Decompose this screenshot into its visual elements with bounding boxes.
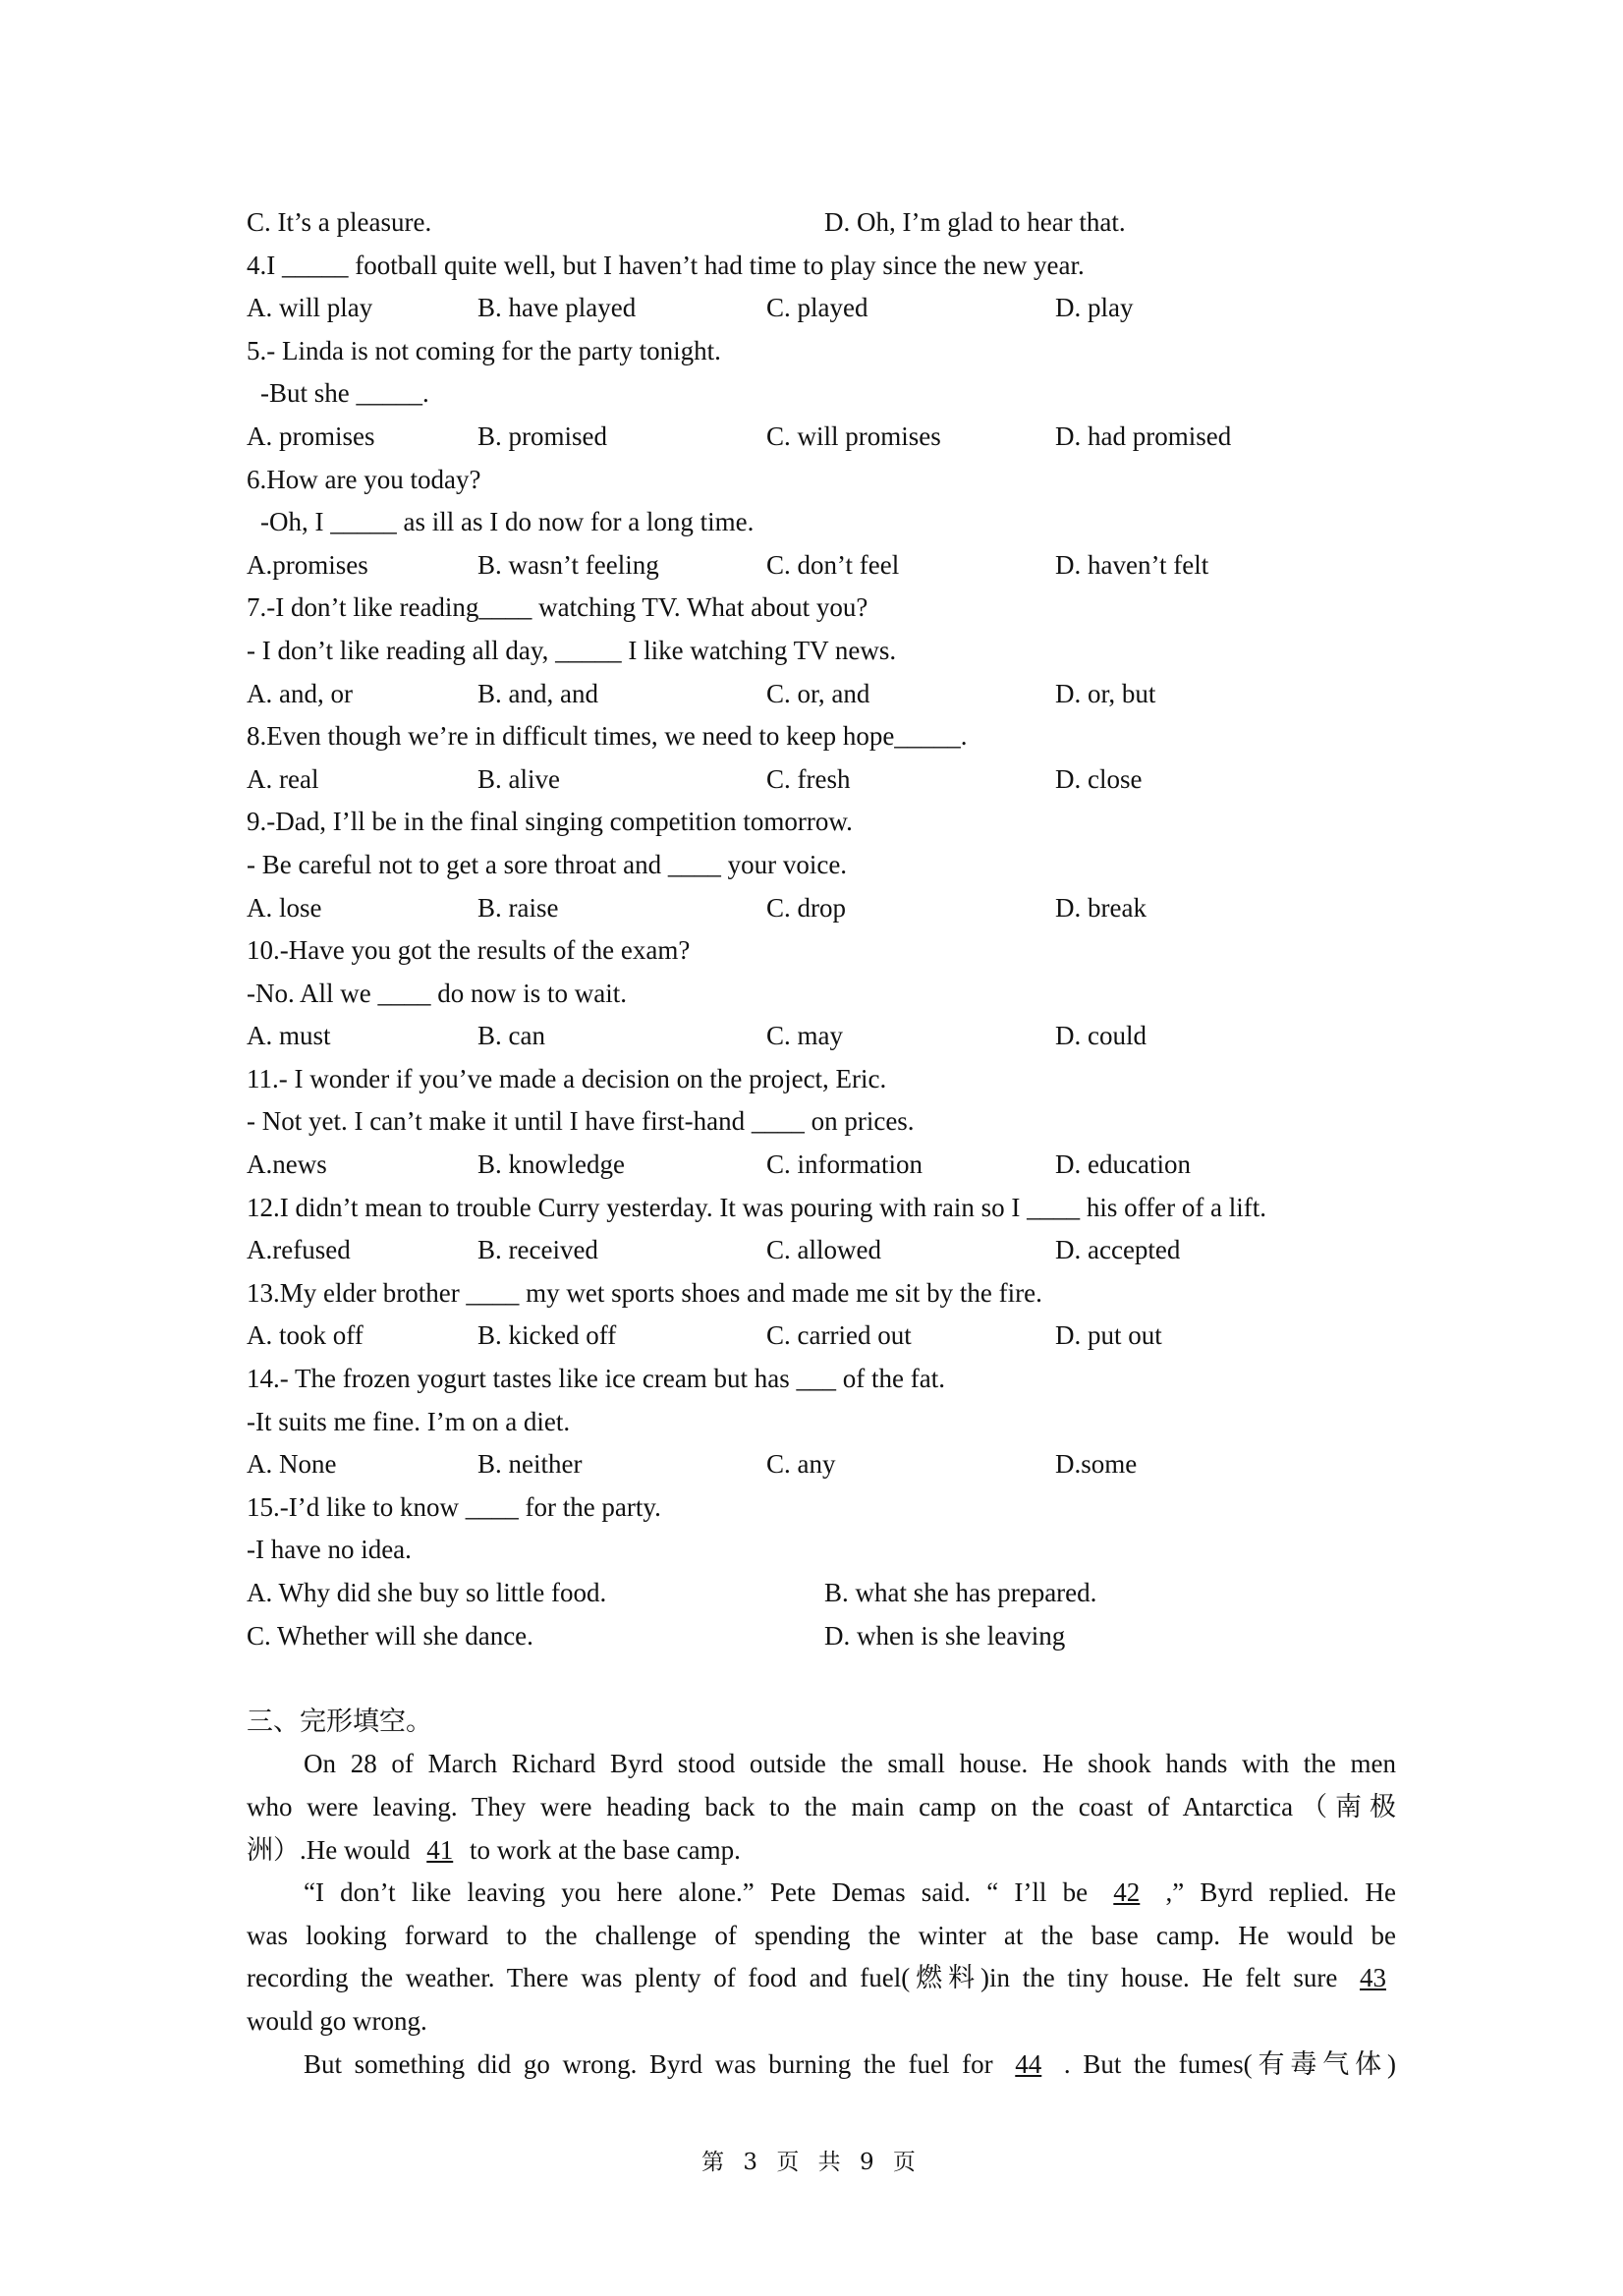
options-row (247, 416, 1396, 459)
question-line: -No. All we ____ do now is to wait. (247, 978, 627, 1008)
option-d: D. accepted (1055, 1235, 1181, 1265)
option-b: B. neither (477, 1449, 583, 1480)
option-a: A.news (247, 1149, 327, 1180)
question-line: - I don’t like reading all day, _____ I like watching TV news. (247, 635, 897, 665)
option-c: C. drop (766, 892, 846, 923)
option-a: A.promises (247, 549, 368, 580)
option-b: B. kicked off (477, 1320, 617, 1351)
passage-line: On 28 of March Richard Byrd stood outside the small house. He shook hands with the men (304, 1749, 1396, 1779)
option-c: C. may (766, 1021, 843, 1051)
option-d: D. Oh, I’m glad to hear that. (824, 207, 1126, 237)
options-row (247, 1144, 1396, 1187)
question-line: 11.- I wonder if you’ve made a decision on the project, Eric. (247, 1063, 887, 1093)
option-c: C. fresh (766, 763, 851, 794)
question-line: 5.- Linda is not coming for the party tonight. (247, 335, 721, 365)
options-row (247, 673, 1396, 716)
option-d: D. play (1055, 293, 1134, 323)
passage-text: recording the weather. There was plenty of food and fuel(燃料)in the tiny house. He felt sure (247, 1963, 1338, 1993)
question-15 (247, 1486, 1396, 1657)
question-line: 7.-I don’t like reading____ watching TV. What about you? (247, 592, 868, 623)
option-b: B. what she has prepared. (824, 1578, 1097, 1607)
question-line: 6.How are you today? (247, 464, 481, 494)
options-row (247, 544, 1396, 588)
multiple-choice-list (247, 245, 1396, 1486)
option-b: B. have played (477, 293, 637, 323)
option-c: C. or, and (766, 678, 870, 708)
option-a: A. must (247, 1021, 331, 1051)
option-c: C. information (766, 1149, 923, 1180)
passage-text: to work at the base camp. (469, 1834, 741, 1865)
question-9 (247, 801, 1396, 929)
passage-text: 洲）.He would (247, 1834, 411, 1865)
option-b: B. promised (477, 420, 607, 451)
option-c: C. It’s a pleasure. (247, 207, 432, 237)
options-row (247, 287, 1396, 330)
option-b: B. received (477, 1235, 598, 1265)
option-a: A. real (247, 763, 319, 794)
option-a: A. will play (247, 293, 373, 323)
option-d: D. close (1055, 763, 1143, 794)
question-line: 15.-I’d like to know ____ for the party. (247, 1491, 661, 1522)
passage-line: was looking forward to the challenge of spending the winter at the base camp. He would be (247, 1920, 1396, 1950)
option-d: D. put out (1055, 1320, 1162, 1351)
option-a: A. None (247, 1449, 337, 1480)
option-c: C. played (766, 293, 868, 323)
option-b: B. alive (477, 763, 560, 794)
option-c: C. any (766, 1449, 836, 1480)
question-line: 13.My elder brother ____ my wet sports shoes and made me sit by the fire. (247, 1277, 1042, 1308)
passage-line (247, 1829, 1396, 1873)
option-d: D.some (1055, 1449, 1138, 1480)
options-row (247, 1015, 1396, 1058)
question-line: -It suits me fine. I’m on a diet. (247, 1406, 571, 1436)
option-a: A. and, or (247, 678, 353, 708)
spacer (247, 1657, 1396, 1701)
passage-text: . But the fumes(有毒气体) (1063, 2048, 1397, 2079)
passage-line: would go wrong. (247, 2005, 427, 2036)
option-b: B. raise (477, 892, 559, 923)
option-a: A. lose (247, 892, 322, 923)
question-line: 8.Even though we’re in difficult times, we need to keep hope_____. (247, 721, 968, 752)
option-c: C. don’t feel (766, 549, 900, 580)
blank-42: 42 (1113, 1877, 1141, 1908)
option-a: A. Why did she buy so little food. (247, 1578, 607, 1607)
options-row (247, 1443, 1396, 1486)
question-line: -Oh, I _____ as ill as I do now for a long time. (260, 507, 755, 537)
passage-line (247, 1872, 1396, 1915)
blank-44: 44 (1015, 2048, 1042, 2079)
cloze-passage (247, 1743, 1396, 2086)
option-d: D. education (1055, 1149, 1191, 1180)
question-14 (247, 1358, 1396, 1486)
option-c: C. allowed (766, 1235, 881, 1265)
question-line: - Not yet. I can’t make it until I have first-hand ____ on prices. (247, 1106, 915, 1137)
options-cd (247, 1615, 1396, 1658)
option-d: D. had promised (1055, 420, 1232, 451)
blank-43: 43 (1360, 1963, 1386, 1993)
question-5 (247, 330, 1396, 459)
option-a: A.refused (247, 1235, 351, 1265)
option-b: B. can (477, 1021, 545, 1051)
option-d: D. when is she leaving (824, 1620, 1066, 1651)
question-line: 4.I _____ football quite well, but I haven’t had time to play since the new year. (247, 250, 1085, 280)
options-row (247, 887, 1396, 930)
question-4 (247, 245, 1396, 330)
option-b: B. and, and (477, 678, 598, 708)
blank-41: 41 (426, 1834, 454, 1865)
options-row (247, 1315, 1396, 1358)
exam-page (247, 201, 1396, 2086)
passage-line: who were leaving. They were heading back to the main camp on the coast of Antarctica（南极 (247, 1791, 1396, 1821)
question-line: 9.-Dad, I’ll be in the final singing competition tomorrow. (247, 807, 853, 837)
options-ab (247, 1572, 1396, 1615)
question-8 (247, 715, 1396, 801)
page-number-footer: 第 3 页 共 9 页 (701, 2150, 922, 2175)
option-a: A. promises (247, 420, 375, 451)
question-7 (247, 587, 1396, 715)
option-d: D. haven’t felt (1055, 549, 1209, 580)
question-line: 10.-Have you got the results of the exam? (247, 935, 691, 966)
option-b: B. knowledge (477, 1149, 625, 1180)
question-11 (247, 1058, 1396, 1187)
passage-text: But something did go wrong. Byrd was burning the fuel for (304, 2048, 993, 2079)
options-row (247, 758, 1396, 802)
passage-line (247, 1957, 1396, 2000)
question-13 (247, 1272, 1396, 1358)
question-6 (247, 459, 1396, 588)
option-c: C. Whether will she dance. (247, 1620, 533, 1651)
question-line: 14.- The frozen yogurt tastes like ice cream but has ___ of the fat. (247, 1364, 946, 1394)
passage-text: ,” Byrd replied. He (1165, 1877, 1397, 1908)
q3-options-cd (247, 201, 1396, 245)
option-d: D. break (1055, 892, 1147, 923)
passage-text: “I don’t like leaving you here alone.” Pete Demas said. “ I’ll be (304, 1877, 1089, 1908)
option-b: B. wasn’t feeling (477, 549, 659, 580)
option-c: C. carried out (766, 1320, 912, 1351)
question-line: 12.I didn’t mean to trouble Curry yesterday. It was pouring with rain so I ____ his offer of a lift. (247, 1192, 1267, 1222)
passage-line (247, 2044, 1396, 2087)
question-10 (247, 929, 1396, 1058)
section-title: 三、完形填空。 (247, 1706, 432, 1736)
option-d: D. or, but (1055, 678, 1156, 708)
question-12 (247, 1187, 1396, 1272)
question-line: -But she _____. (260, 378, 429, 409)
option-a: A. took off (247, 1320, 364, 1351)
question-line: - Be careful not to get a sore throat and ____ your voice. (247, 849, 848, 879)
option-c: C. will promises (766, 420, 941, 451)
options-row (247, 1229, 1396, 1272)
option-d: D. could (1055, 1021, 1147, 1051)
question-line: -I have no idea. (247, 1535, 412, 1565)
